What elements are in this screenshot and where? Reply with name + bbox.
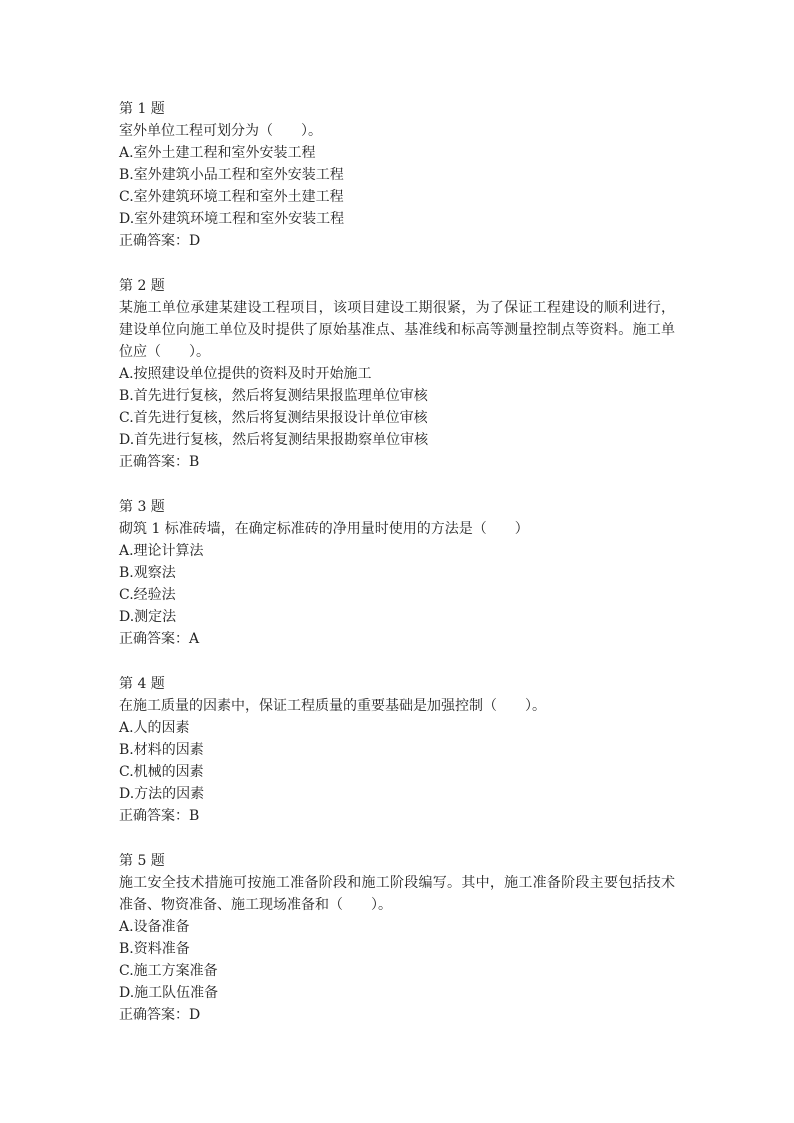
question-number: 第 1 题 [119, 101, 165, 117]
option-c: C.施工方案准备 [119, 963, 218, 979]
question-stem: 室外单位工程可划分为（ ）。 [119, 123, 322, 139]
option-b: B.材料的因素 [119, 742, 204, 758]
option-b: B.首先进行复核，然后将复测结果报监理单位审核 [119, 388, 428, 404]
option-d: D.方法的因素 [119, 786, 205, 802]
question-number: 第 5 题 [119, 853, 165, 869]
question-stem: 砌筑 1 标准砖墙，在确定标准砖的净用量时使用的方法是（ ） [119, 521, 529, 537]
question-stem: 施工安全技术措施可按施工准备阶段和施工阶段编写。其中，施工准备阶段主要包括技术准备、物资准备、施工现场准备和（ ）。 [119, 875, 675, 913]
option-b: B.室外建筑小品工程和室外安装工程 [119, 167, 344, 183]
correct-answer: 正确答案：A [119, 631, 200, 647]
correct-answer: 正确答案：D [119, 233, 201, 249]
question-3 [119, 496, 679, 650]
option-b: B.资料准备 [119, 941, 190, 957]
option-c: C.室外建筑环境工程和室外土建工程 [119, 189, 344, 205]
question-number: 第 3 题 [119, 499, 165, 515]
question-number: 第 4 题 [119, 676, 165, 692]
option-b: B.观察法 [119, 565, 176, 581]
question-4 [119, 673, 679, 827]
question-stem: 在施工质量的因素中，保证工程质量的重要基础是加强控制（ ）。 [119, 698, 546, 714]
option-a: A.室外土建工程和室外安装工程 [119, 145, 316, 161]
option-d: D.首先进行复核，然后将复测结果报勘察单位审核 [119, 432, 429, 448]
option-a: A.理论计算法 [119, 543, 204, 559]
question-stem: 某施工单位承建某建设工程项目，该项目建设工期很紧，为了保证工程建设的顺利进行，建设单位向施工单位及时提供了原始基准点、基准线和标高等测量控制点等资料。施工单位应（ ）。 [119, 300, 675, 360]
option-d: D.测定法 [119, 609, 177, 625]
correct-answer: 正确答案：D [119, 1007, 201, 1023]
question-2 [119, 275, 679, 473]
question-1 [119, 98, 679, 252]
option-d: D.室外建筑环境工程和室外安装工程 [119, 211, 345, 227]
option-c: C.首先进行复核，然后将复测结果报设计单位审核 [119, 410, 428, 426]
option-a: A.设备准备 [119, 919, 190, 935]
option-d: D.施工队伍准备 [119, 985, 219, 1001]
option-a: A.人的因素 [119, 720, 190, 736]
option-c: C.机械的因素 [119, 764, 204, 780]
question-number: 第 2 题 [119, 278, 165, 294]
option-a: A.按照建设单位提供的资料及时开始施工 [119, 366, 372, 382]
document-page [119, 98, 679, 1049]
option-c: C.经验法 [119, 587, 176, 603]
question-5 [119, 850, 679, 1026]
correct-answer: 正确答案：B [119, 454, 200, 470]
correct-answer: 正确答案：B [119, 808, 200, 824]
